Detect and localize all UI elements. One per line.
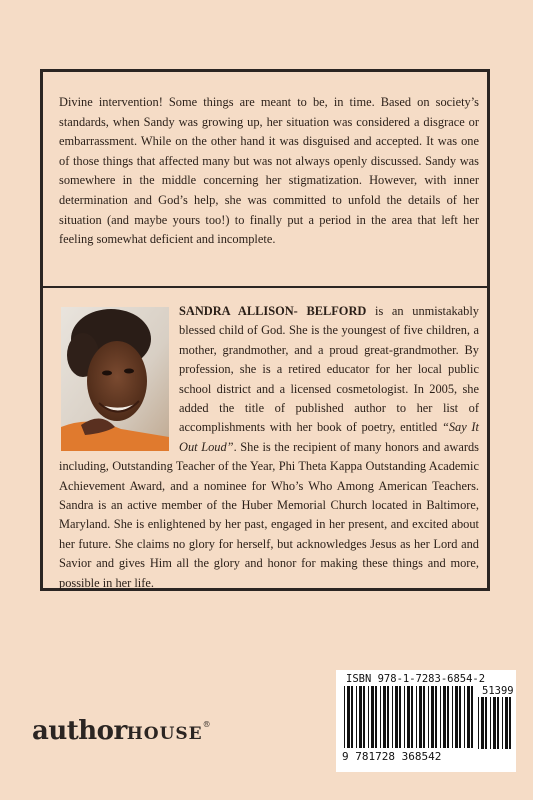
section-divider — [43, 286, 487, 288]
barcode-bar — [478, 697, 479, 749]
barcode-bar — [359, 686, 362, 748]
barcode-bar — [447, 686, 449, 748]
barcode-bar — [399, 686, 401, 748]
barcode-bar — [481, 697, 484, 749]
barcode-bar — [347, 686, 350, 748]
barcode-bar — [428, 686, 429, 748]
author-bio — [59, 302, 479, 593]
author-name: SANDRA ALLISON- BELFORD — [179, 304, 367, 318]
barcode-bar — [493, 697, 496, 749]
barcode-bar — [371, 686, 374, 748]
barcode-bar — [440, 686, 441, 748]
trademark-symbol: ® — [202, 720, 211, 729]
publisher-logo — [32, 716, 210, 746]
barcode-bar — [443, 686, 446, 748]
back-cover-blurb: Divine intervention! Some things are meant to be, in time. Based on society’s standards, when Sandy was growing up, her situation was considered a disgrace or embarrassment. While on the other hand it was disguised and accepted. It was one of those things that affected many but was not always openly discussed. Sandy was somewhere in the middle concerning her stigmatization. However, with inner determination and God’s help, she was committed to unfold the details of her situation (and maybe yours too!) to finally put a period in the area that left her feeling somewhat deficient and incomplete. — [59, 95, 479, 247]
barcode-bar — [368, 686, 369, 748]
barcode-bar — [407, 686, 410, 748]
barcode-bar — [344, 686, 345, 748]
barcode-bar — [380, 686, 381, 748]
barcode-bar — [459, 686, 461, 748]
bio-text-part-1: is an unmistakably blessed child of God. She is the youngest of five children, a mother, grandmother, and a proud great-grandmother. By profession, she is a retired educator for her local public school district and a licensed cosmetologist. In 2005, she added the title of published author to her list of accomplishments with her book of poetry, entitled — [179, 304, 480, 435]
barcode-addon — [478, 697, 516, 751]
barcode-bar — [455, 686, 458, 748]
barcode-bar — [471, 686, 473, 748]
barcode-bar — [387, 686, 389, 748]
barcode-bar — [351, 686, 353, 748]
barcode-bar — [435, 686, 437, 748]
barcode-bar — [502, 697, 503, 749]
barcode-bar — [490, 697, 491, 749]
barcode-bar — [416, 686, 417, 748]
publisher-name-house: HOUSE — [126, 724, 203, 744]
barcode-bar — [505, 697, 508, 749]
barcode-bar — [467, 686, 470, 748]
barcode-main — [344, 686, 476, 750]
barcode-bar — [375, 686, 377, 748]
barcode-bar — [395, 686, 398, 748]
book-title: “Say It Out Loud” — [179, 420, 479, 454]
isbn-label: ISBN 978-1-7283-6854-2 — [346, 673, 486, 685]
barcode-bar — [356, 686, 357, 748]
publisher-name-author: author — [32, 716, 127, 746]
barcode-bar — [419, 686, 422, 748]
barcode-digits: 9 781728 368542 — [342, 750, 442, 763]
barcode-bar — [509, 697, 511, 749]
barcode-bar — [383, 686, 386, 748]
barcode-bar — [452, 686, 453, 748]
barcode-bar — [392, 686, 393, 748]
barcode-bar — [485, 697, 487, 749]
barcode-bar — [464, 686, 465, 748]
barcode-bar — [363, 686, 365, 748]
bio-text-part-2: . She is the recipient of many honors and awards including, Outstanding Teacher of the Year, Phi Theta Kappa Outstanding Academic Achievement Award, and a nominee for Who’s Who Among American Teachers. Sandra is an active member of the Huber Memorial Church located in Baltimore, Maryland. She is enlightened by her past, engaged in her present, and excited about her future. She claims no glory for herself, but acknowledges Jesus as her Lord and Savior and gives Him all the glory and honor for making these things and more, possible in her life. — [59, 439, 479, 590]
barcode-bar — [404, 686, 405, 748]
barcode-bar — [497, 697, 499, 749]
barcode-bar — [431, 686, 434, 748]
photo-spacer — [59, 302, 179, 457]
barcode-bar — [423, 686, 425, 748]
barcode-bar — [411, 686, 413, 748]
price-code: 51399 — [482, 685, 514, 697]
